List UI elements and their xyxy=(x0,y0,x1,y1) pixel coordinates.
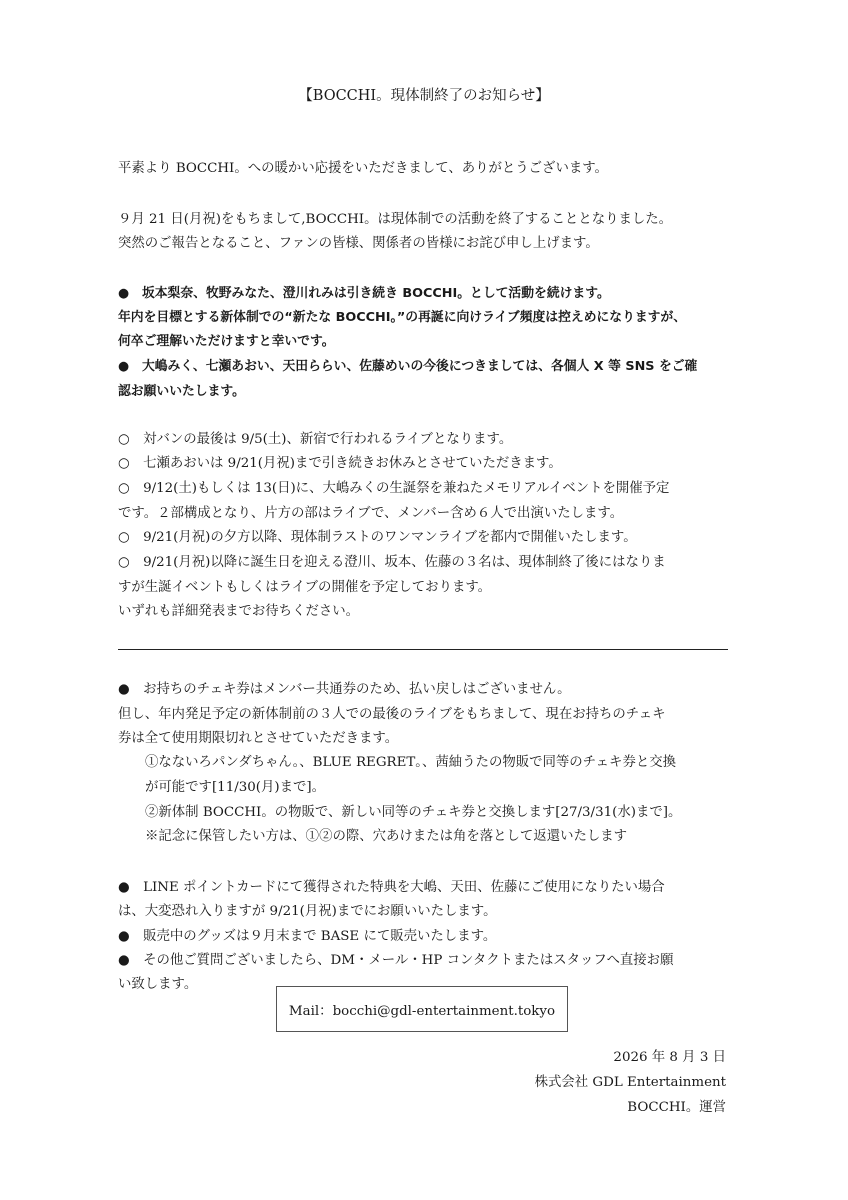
document-title: 【BOCCHI。現体制終了のお知らせ】 xyxy=(298,88,550,104)
schedule-item: ○ 9/21(月祝)の夕方以降、現体制ラストのワンマンライブを都内で開催いたします。 xyxy=(118,530,637,545)
schedule-item: です。２部構成となり、片方の部はライブで、メンバー含め６人で出演いたします。 xyxy=(118,506,624,521)
notice-line: ９月 21 日(月祝)をもちまして,BOCCHI。は現体制での活動を終了することとなりました。 xyxy=(118,212,673,227)
continuing-members-line: ● 坂本梨奈、牧野みなた、澄川れみは引き続き BOCCHI。として活動を続けます。 xyxy=(118,286,610,301)
company-name: 株式会社 GDL Entertainment xyxy=(534,1075,726,1090)
section-divider xyxy=(118,649,728,650)
cheki-line: ● お持ちのチェキ券はメンバー共通券のため、払い戻しはございません。 xyxy=(118,682,571,697)
schedule-item: ○ 七瀬あおいは 9/21(月祝)まで引き続きお休みとさせていただきます。 xyxy=(118,456,562,471)
contact-mail-text: Mail：bocchi@gdl-entertainment.tokyo xyxy=(288,1003,556,1019)
continuing-members-line: 年内を目標とする新体制での“新たな BOCCHI。”の再誕に向けライブ頻度は控えめになりますが、 xyxy=(118,310,687,325)
operator-name: BOCCHI。運営 xyxy=(627,1100,726,1115)
schedule-item: ○ 9/21(月祝)以降に誕生日を迎える澄川、坂本、佐藤の３名は、現体制終了後にはなりま xyxy=(118,555,666,570)
notice-line: 突然のご報告となること、ファンの皆様、関係者の皆様にお詫び申し上げます。 xyxy=(118,236,599,251)
schedule-note: いずれも詳細発表までお待ちください。 xyxy=(118,604,360,619)
cheki-line: 但し、年内発足予定の新体制前の３人での最後のライブをもちまして、現在お持ちのチェキ xyxy=(118,707,666,722)
cheki-line: 券は全て使用期限切れとさせていただきます。 xyxy=(118,731,399,746)
misc-item: は、大変恐れ入りますが 9/21(月祝)までにお願いいたします。 xyxy=(118,904,497,919)
intro-text: 平素より BOCCHI。への暖かい応援をいただきまして、ありがとうございます。 xyxy=(118,161,608,176)
misc-item: ● LINE ポイントカードにて獲得された特典を大嶋、天田、佐藤にご使用になりたい場合 xyxy=(118,880,665,895)
misc-item: い致します。 xyxy=(118,977,198,992)
cheki-exchange-note: ※記念に保管したい方は、①②の際、穴あけまたは角を落として返還いたします xyxy=(145,829,628,844)
departing-members-line: ● 大嶋みく、七瀬あおい、天田ららい、佐藤めいの今後につきましては、各個人 X 等 SNS をご確 xyxy=(118,359,698,374)
issue-date: 2026 年 8 月 3 日 xyxy=(613,1050,726,1065)
cheki-exchange-item: ①なないろパンダちゃん。、BLUE REGRET。、茜紬うたの物販で同等のチェキ券と交換 xyxy=(145,755,677,770)
schedule-item: すが生誕イベントもしくはライブの開催を予定しております。 xyxy=(118,580,492,595)
misc-item: ● その他ご質問ございましたら、DM・メール・HP コンタクトまたはスタッフへ直接お願 xyxy=(118,953,674,968)
continuing-members-line: 何卒ご理解いただけますと幸いです。 xyxy=(118,334,335,349)
departing-members-line: 認お願いいたします。 xyxy=(118,384,245,399)
cheki-exchange-item: が可能です[11/30(月)まで]。 xyxy=(145,780,326,795)
schedule-item: ○ 9/12(土)もしくは 13(日)に、大嶋みくの生誕祭を兼ねたメモリアルイベントを開催予定 xyxy=(118,481,670,496)
cheki-exchange-item: ②新体制 BOCCHI。の物販で、新しい同等のチェキ券と交換します[27/3/31(水)まで]。 xyxy=(145,805,682,820)
contact-mail-box xyxy=(276,986,568,1032)
schedule-item: ○ 対バンの最後は 9/5(土)、新宿で行われるライブとなります。 xyxy=(118,432,513,447)
misc-item: ● 販売中のグッズは９月末まで BASE にて販売いたします。 xyxy=(118,929,497,944)
